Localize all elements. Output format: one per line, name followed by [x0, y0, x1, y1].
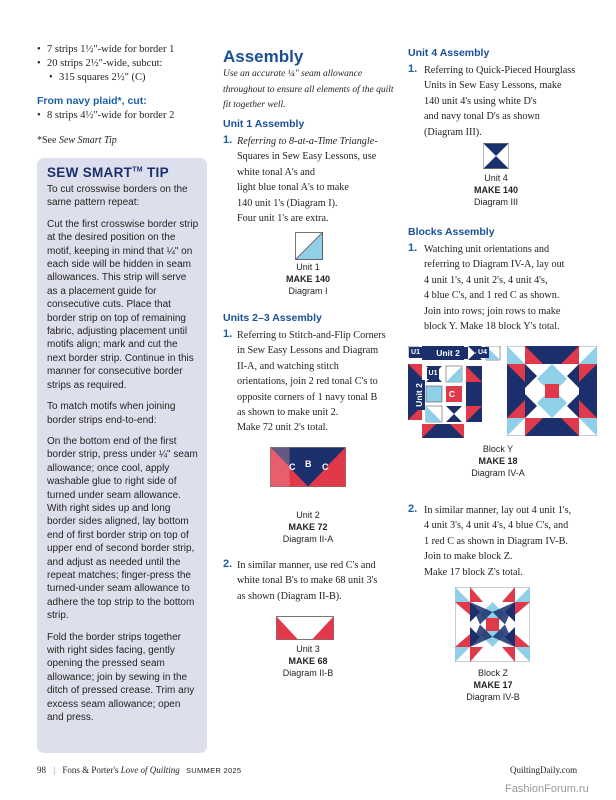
text-line: 140 unit 4's using white D's: [424, 95, 537, 107]
unit3-caption: [258, 643, 358, 679]
blocks-heading: Blocks Assembly: [408, 226, 495, 238]
footnote-link: Sew Smart Tip: [58, 135, 117, 146]
text-line: (Diagram III).: [424, 126, 482, 138]
caption-diagram: Diagram II-B: [282, 668, 334, 678]
footer-site: QuiltingDaily.com: [510, 765, 578, 775]
text-line: Make 72 unit 2's total.: [237, 422, 328, 434]
label-u1b: U1: [428, 370, 438, 377]
text-line: white tonal B's to make 68 unit 3's: [237, 575, 378, 587]
step-number: 1.: [223, 134, 233, 146]
text-line: light blue tonal A's to make: [237, 182, 349, 194]
unit2-diagram: [270, 447, 346, 487]
caption-diagram: Diagram III: [473, 197, 518, 207]
text-line: Watching unit orientations and: [424, 244, 550, 255]
unit4-instructions: [424, 63, 604, 140]
footer-issue: SUMMER 2025: [185, 766, 242, 775]
text-line: Make 17 block Z's total.: [424, 566, 523, 578]
text-line: Units in Sew Easy Lessons, make: [424, 80, 562, 92]
text-line: as shown (Diagram II-B).: [237, 590, 342, 602]
text-line: 4 unit 3's, 4 unit 4's, 4 blue C's, and: [424, 520, 569, 532]
text-line: as shown to make unit 2.: [237, 407, 339, 419]
blocky-diagram: [507, 346, 597, 436]
text-line: 4 unit 1's, 4 unit 2's, 4 unit 4's,: [424, 274, 548, 286]
step-number: 2.: [223, 558, 233, 570]
text-line: II-A, and watching stitch: [237, 360, 339, 372]
step-number: 1.: [408, 242, 418, 254]
caption-diagram: Diagram IV-B: [466, 692, 520, 702]
text-line: Join to make block Z.: [424, 551, 513, 563]
text-line: 1 red C as shown in Diagram IV-B.: [424, 535, 568, 547]
unit2-label-c2: C: [322, 462, 329, 472]
caption-make: MAKE 68: [288, 656, 328, 666]
tip-paragraph: On the bottom end of the first border strip, press under ¼" seam allowance; once cool, apply washable glue to right side of turned under seam allowance. With right sides up and long border sides aligned, lay bottom end of first border strip on top of upper end of second border strip, and adjust as needed until the repeat matches; finger-press the turned-under seam allowance to adhere the top strip to the bottom strip.: [47, 435, 198, 622]
blockz-instructions: [424, 503, 614, 580]
caption-diagram: Diagram I: [288, 286, 328, 296]
label-u1: U1: [409, 347, 422, 358]
text-line: In similar manner, use red C's and: [237, 560, 376, 571]
unit1-caption: [258, 261, 358, 297]
text-line: Four unit 1's are extra.: [237, 213, 329, 225]
assembly-intro: Use an accurate ¼" seam allowance throughout to ensure all elements of the quilt fit together well.: [223, 69, 394, 111]
text-line: in Sew Easy Lessons and Diagram: [237, 345, 379, 357]
caption-make: MAKE 17: [473, 680, 513, 690]
unit4-caption: [446, 172, 546, 208]
unit2-label-c: C: [289, 462, 296, 472]
blocky-instructions: [424, 242, 609, 334]
text-line: Squares in Sew Easy Lessons, use: [237, 151, 377, 163]
caption-diagram: Diagram II-A: [282, 534, 334, 544]
unit3-instructions: [237, 558, 407, 604]
unit1-diagram: [295, 232, 323, 260]
blockz-diagram: [455, 587, 530, 662]
tip-paragraph: Fold the border strips together with right sides facing, gently opening the pressed seam allowance; join by sewing in the ditch of pressed crease. Trim any excess seam allowance; open and press.: [47, 631, 195, 724]
unit1-instructions: [237, 134, 402, 226]
text-line: Referring to Quick-Pieced Hourglass: [424, 65, 576, 76]
text-line: block Y. Make 18 block Y's total.: [424, 321, 560, 333]
list-item: • 8 strips 4½"-wide for border 2: [37, 109, 212, 123]
text-line: white tonal A's and: [237, 166, 315, 178]
step-number: 2.: [408, 503, 418, 515]
unit2-label-b: B: [305, 459, 312, 469]
watermark: FashionForum.ru: [505, 783, 589, 795]
tip-paragraph: To match motifs when joining border strips end-to-end:: [47, 401, 176, 426]
unit2-caption: [258, 509, 358, 545]
caption-name: Unit 4: [484, 173, 508, 183]
unit2-instructions: [237, 328, 407, 436]
footnote-prefix: *See: [37, 135, 59, 146]
list-item: • 315 squares 2½" (C): [37, 71, 212, 85]
navy-plaid-heading: From navy plaid*, cut:: [37, 95, 147, 107]
text-line: and navy tonal D's as shown: [424, 111, 540, 123]
label-c: C: [446, 388, 458, 400]
label-unit2-top: Unit 2: [428, 347, 468, 359]
caption-name: Unit 2: [296, 510, 320, 520]
tip-title: [47, 165, 199, 180]
step-number: 1.: [223, 328, 233, 340]
text-line: 140 unit 1's (Diagram I).: [237, 197, 338, 209]
label-u4: U4: [476, 347, 489, 358]
caption-name: Unit 1: [296, 262, 320, 272]
list-item: • 20 strips 2½"-wide, subcut:: [37, 57, 212, 71]
tip-paragraph: Cut the first crosswise border strip at the desired position on the motif, keeping in mind that ¼" on each side will be hidden in seam allowances. This strip will serve as a placement guide for consecutive cuts. Place that border strip on top of remaining fabric, adjusting placement until motifs align; mark and cut the next border strip. Continue in this manner for consecutive border strips as required.: [47, 218, 199, 391]
text-line: orientations, join 2 red tonal C's to: [237, 376, 378, 388]
unit4-diagram: [483, 143, 509, 169]
footnote: [37, 135, 117, 146]
caption-name: Block Z: [477, 668, 508, 678]
text-line: 4 blue C's, and 1 red C as shown.: [424, 290, 560, 302]
label-unit2-side: Unit 2: [413, 380, 425, 410]
caption-name: Block Y: [482, 444, 514, 454]
caption-make: MAKE 140: [285, 274, 330, 284]
caption-make: MAKE 18: [478, 456, 518, 466]
text-line: Referring to Stitch-and-Flip Corners: [237, 330, 386, 341]
step-number: 1.: [408, 63, 418, 75]
footer-brand: Fons & Porter's: [62, 765, 119, 775]
text-line: Join into rows; join rows to make: [424, 305, 561, 317]
tip-title-text: SEW SMART: [47, 165, 133, 180]
text-line: Referring to 8-at-a-Time Triangle-: [237, 136, 378, 147]
tip-title-end: TIP: [142, 165, 169, 180]
assembly-title: Assembly: [223, 47, 304, 66]
text-line: referring to Diagram IV-A, lay out: [424, 259, 565, 271]
blockz-caption: [443, 667, 543, 703]
blocky-caption: [448, 443, 548, 479]
caption-name: Unit 3: [296, 644, 320, 654]
text-line: In similar manner, lay out 4 unit 1's,: [424, 505, 572, 516]
unit3-diagram: [276, 616, 334, 640]
page-footer: 98 | Fons & Porter's Love of Quilting SUMMER 2025: [37, 765, 242, 775]
label-unit3: Unit 3: [479, 588, 502, 597]
caption-make: MAKE 140: [473, 185, 518, 195]
tip-trademark: TM: [132, 166, 143, 174]
tip-paragraph: To cut crosswise borders on the same pattern repeat:: [47, 184, 188, 209]
list-item: • 7 strips 1½"-wide for border 1: [37, 43, 212, 57]
sew-smart-tip-box: [37, 158, 207, 753]
cutting-list: [37, 43, 212, 85]
caption-make: MAKE 72: [288, 522, 328, 532]
page-number: 98: [37, 765, 46, 775]
units23-heading: Units 2–3 Assembly: [223, 312, 322, 324]
unit1-heading: Unit 1 Assembly: [223, 118, 305, 130]
unit4-heading: Unit 4 Assembly: [408, 47, 490, 59]
caption-diagram: Diagram IV-A: [471, 468, 525, 478]
navy-list: [37, 109, 212, 123]
footer-magazine: Love of Quilting: [120, 765, 180, 775]
text-line: opposite corners of 1 navy tonal B: [237, 391, 378, 403]
